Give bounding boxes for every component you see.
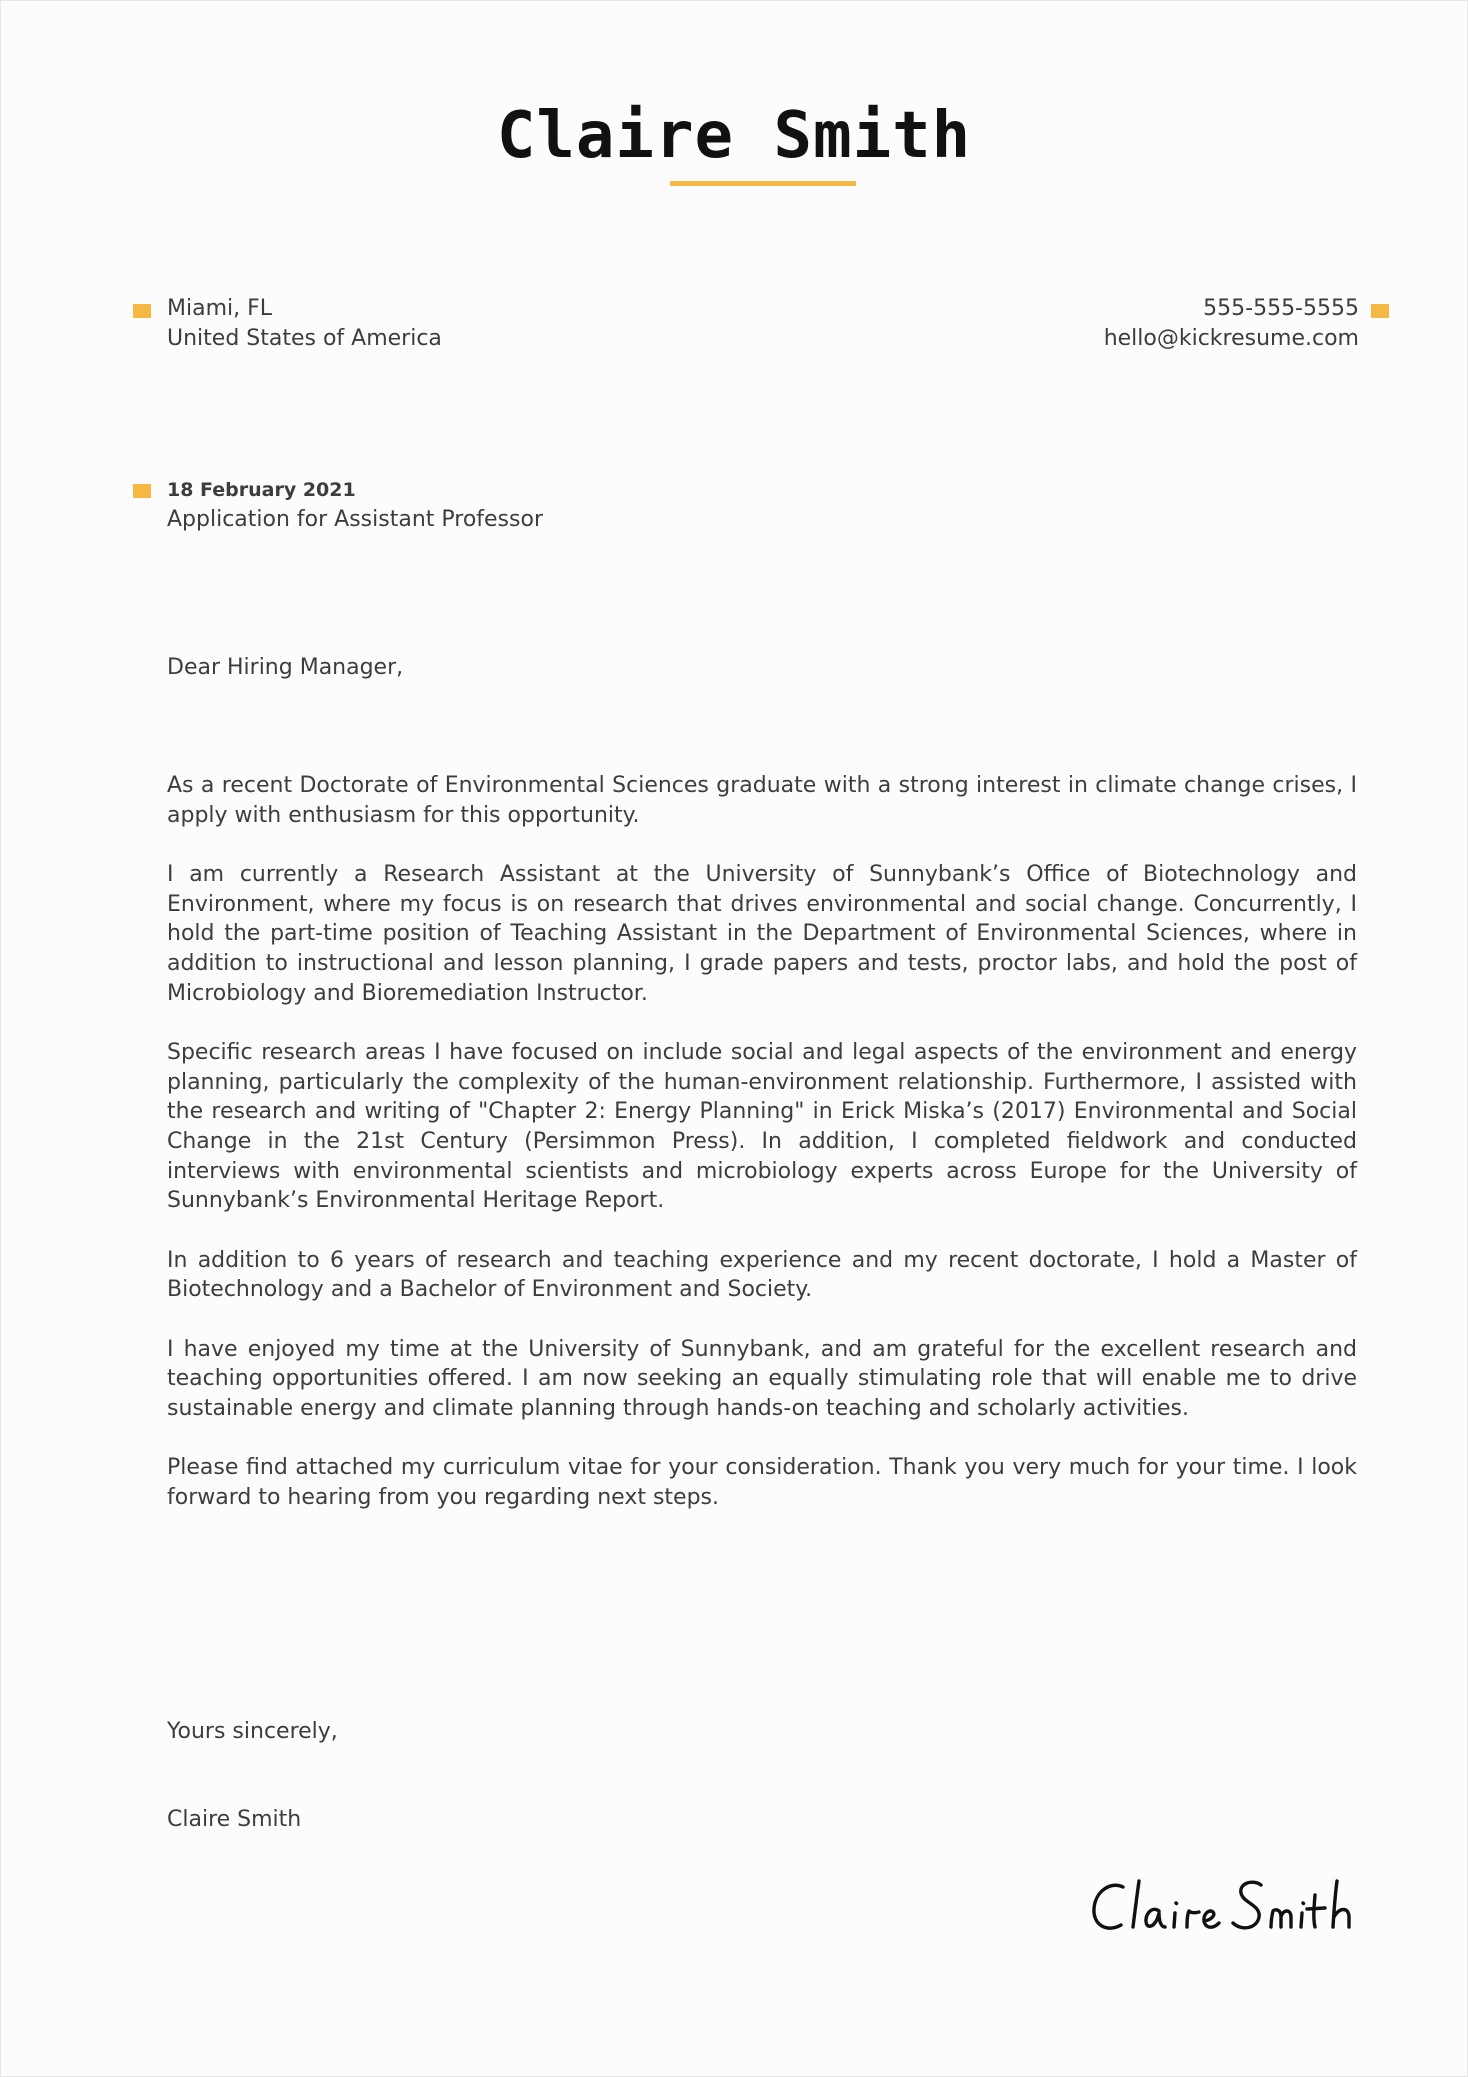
name-underline-divider	[670, 181, 856, 186]
body-paragraph: As a recent Doctorate of Environmental Sciences graduate with a strong interest in climate change crises, I apply with enthusiasm for this opportunity.	[167, 773, 1357, 828]
body-paragraph: I am currently a Research Assistant at the University of Sunnybank’s Office of Biotechnology and Environment, where my focus is on research that drives environmental and social change. Concurrently, I hold the part-time position of Teaching Assistant in the Department of Environmental Sciences, where in addition to instructional and lesson planning, I grade papers and tests, proctor labs, and hold the post of Microbiology and Bioremediation Instructor.	[167, 861, 1357, 1006]
letter-subject: Application for Assistant Professor	[167, 507, 543, 532]
date-subject-block	[167, 475, 543, 535]
letter-date: 18 February 2021	[167, 479, 356, 501]
handwritten-signature	[1089, 1873, 1359, 1943]
body-paragraph: Please find attached my curriculum vitae for your consideration. Thank you very much for your time. I look forward to hearing from you regarding next steps.	[167, 1455, 1357, 1510]
body-paragraph: Specific research areas I have focused on include social and legal aspects of the environment and energy planning, particularly the complexity of the human-environment relationship. Furthermore, I assisted with the research and writing of "Chapter 2: Energy Planning" in Erick Miska’s (2017) Environmental and Social Change in the 21st Century (Persimmon Press). In addition, I completed fieldwork and conducted interviews with environmental scientists and microbiology experts across Europe for the University of Sunnybank’s Environmental Heritage Report.	[167, 1039, 1357, 1214]
body-paragraph: In addition to 6 years of research and teaching experience and my recent doctorate, I hold a Master of Biotechnology and a Bachelor of Environment and Society.	[167, 1247, 1357, 1303]
applicant-name: Claire Smith	[496, 99, 972, 173]
letter-closing: Yours sincerely,	[167, 1719, 338, 1744]
body-paragraph: I have enjoyed my time at the University of Sunnybank, and am grateful for the excellent research and teaching opportunities offered. I am now seeking an equally stimulating role that will enable me to drive sustainable energy and climate planning through hands-on teaching and scholarly activities.	[167, 1336, 1357, 1421]
city-text: Miami, FL	[167, 296, 273, 321]
letter-body	[167, 771, 1357, 1542]
email-text: hello@kickresume.com	[1103, 326, 1359, 351]
signer-name: Claire Smith	[167, 1807, 302, 1832]
contact-bullet-icon	[1371, 304, 1389, 318]
address-bullet-icon	[133, 304, 151, 318]
date-bullet-icon	[133, 484, 151, 498]
phone-text: 555-555-5555	[1203, 296, 1359, 321]
letter-greeting: Dear Hiring Manager,	[167, 655, 404, 680]
country-text: United States of America	[167, 326, 442, 351]
address-block	[167, 294, 442, 354]
contact-block	[1104, 294, 1359, 354]
